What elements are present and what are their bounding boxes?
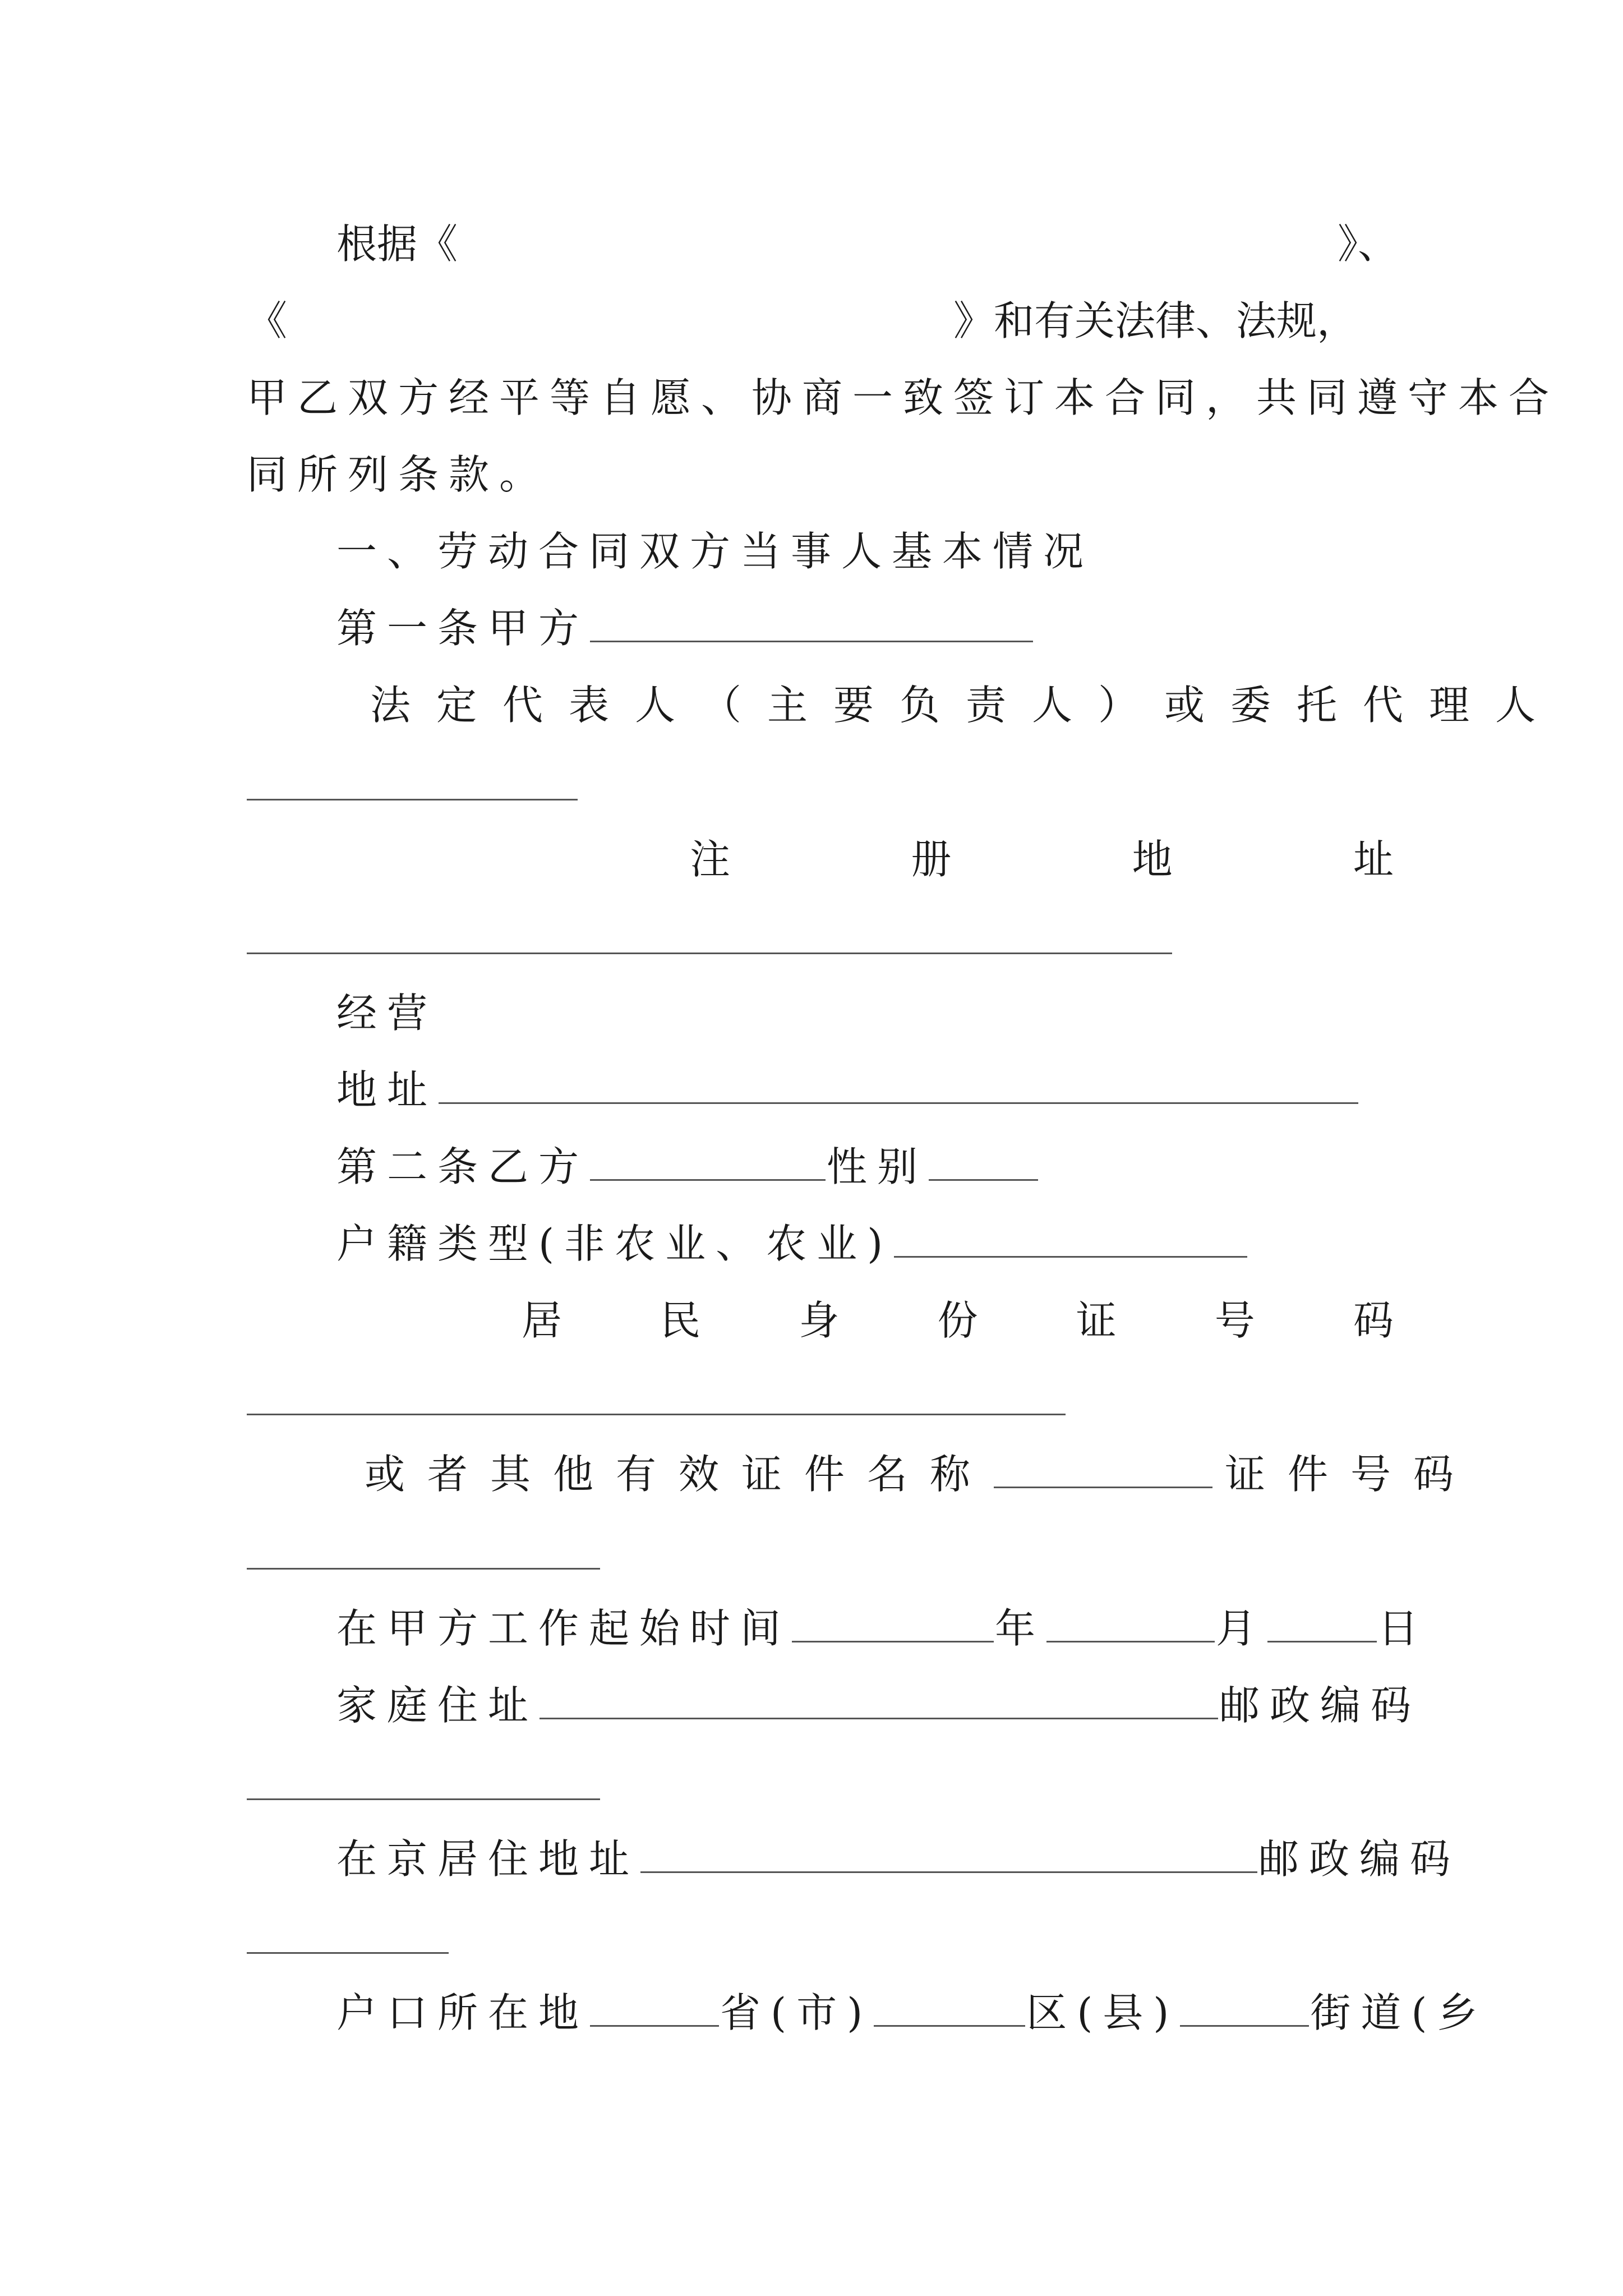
law-quote-open: 根据《 xyxy=(336,220,458,268)
intro-line-4: 同所列条款。 xyxy=(247,451,550,498)
hukou-type-blank[interactable] xyxy=(894,1222,1247,1258)
reg-char-2: 册 xyxy=(911,836,952,883)
id-number-line xyxy=(522,1292,1394,1349)
business-address-blank[interactable] xyxy=(439,1069,1358,1104)
home-address-blank[interactable] xyxy=(540,1684,1218,1719)
id-char-2: 民 xyxy=(660,1297,701,1344)
party-a-blank[interactable] xyxy=(590,607,1033,642)
street-blank[interactable] xyxy=(1180,1991,1309,2027)
reg-char-3: 地 xyxy=(1132,836,1173,883)
postcode-1-label: 邮政编码 xyxy=(1219,1682,1422,1729)
other-id-blank[interactable] xyxy=(994,1453,1212,1488)
month-label: 月 xyxy=(1216,1605,1267,1652)
other-id-line xyxy=(365,1446,1476,1502)
day-blank[interactable] xyxy=(1267,1607,1377,1642)
regulation-quote-close: 》和有关法律、法规， xyxy=(953,297,1358,344)
article-2-line xyxy=(336,1139,1039,1195)
cert-number-label: 证件号码 xyxy=(1225,1451,1477,1498)
intro-line-1 xyxy=(336,216,458,272)
day-label: 日 xyxy=(1378,1605,1429,1652)
other-id-label: 或者其他有效证件名称 xyxy=(365,1451,993,1498)
district-label: 区(县) xyxy=(1026,1989,1179,2036)
id-char-6: 号 xyxy=(1214,1297,1255,1344)
district-blank[interactable] xyxy=(874,1991,1025,2027)
regulation-quote-open: 《 xyxy=(247,297,288,344)
province-blank[interactable] xyxy=(590,1991,719,2027)
province-label: 省(市) xyxy=(720,1989,873,2036)
month-blank[interactable] xyxy=(1046,1607,1215,1642)
intro-line-3: 甲乙双方经平等自愿、协商一致签订本合同，共同遵守本合 xyxy=(247,374,1560,421)
intro-line-2-end xyxy=(953,293,1357,349)
reg-char-4: 址 xyxy=(1353,836,1394,883)
postcode-1-blank[interactable] xyxy=(247,1798,600,1800)
intro-line-2 xyxy=(247,293,287,349)
intro-line-1-end xyxy=(1338,216,1398,272)
law-quote-close: 》、 xyxy=(1338,220,1399,268)
hukou-type-label: 户籍类型(非农业、农业) xyxy=(336,1220,893,1267)
street-label: 街道(乡 xyxy=(1310,1989,1488,2036)
cert-number-blank[interactable] xyxy=(247,1568,600,1570)
id-char-4: 份 xyxy=(937,1297,978,1344)
article-1-line xyxy=(336,600,1034,656)
id-char-1: 居 xyxy=(522,1297,562,1344)
legal-rep-blank[interactable] xyxy=(247,799,578,800)
beijing-address-blank[interactable] xyxy=(640,1838,1257,1873)
home-address-line xyxy=(336,1677,1421,1733)
business-label-line: 经营 xyxy=(336,990,438,1037)
hukou-type-line xyxy=(336,1216,1248,1272)
id-char-7: 码 xyxy=(1353,1297,1394,1344)
postcode-2-blank[interactable] xyxy=(247,1952,449,1954)
home-address-label: 家庭住址 xyxy=(336,1682,539,1729)
legal-rep-line: 法定代表人（主要负责人）或委托代理人 xyxy=(370,682,1562,729)
article-2-label: 第二条乙方 xyxy=(336,1143,589,1190)
gender-label: 性别 xyxy=(827,1143,928,1190)
postcode-2-label: 邮政编码 xyxy=(1258,1835,1461,1883)
business-address-line xyxy=(336,1062,1359,1118)
registered-address-blank[interactable] xyxy=(247,953,1172,954)
reg-char-1: 注 xyxy=(690,836,731,883)
beijing-address-line xyxy=(336,1831,1460,1887)
article-1-label: 第一条甲方 xyxy=(336,605,589,652)
registered-address-line xyxy=(690,831,1394,887)
hukou-location-label: 户口所在地 xyxy=(336,1989,589,2036)
year-label: 年 xyxy=(995,1605,1046,1652)
id-char-3: 身 xyxy=(799,1297,840,1344)
id-number-blank[interactable] xyxy=(247,1414,1066,1415)
party-b-blank[interactable] xyxy=(590,1145,826,1181)
year-blank[interactable] xyxy=(792,1607,994,1642)
hukou-location-line xyxy=(336,1985,1487,2041)
gender-blank[interactable] xyxy=(929,1145,1038,1181)
start-time-line xyxy=(336,1600,1428,1657)
beijing-address-label: 在京居住地址 xyxy=(336,1835,640,1883)
start-time-label: 在甲方工作起始时间 xyxy=(336,1605,791,1652)
section-heading: 一、劳动合同双方当事人基本情况 xyxy=(336,528,1094,575)
id-char-5: 证 xyxy=(1076,1297,1117,1344)
business-address-label: 地址 xyxy=(336,1066,438,1114)
